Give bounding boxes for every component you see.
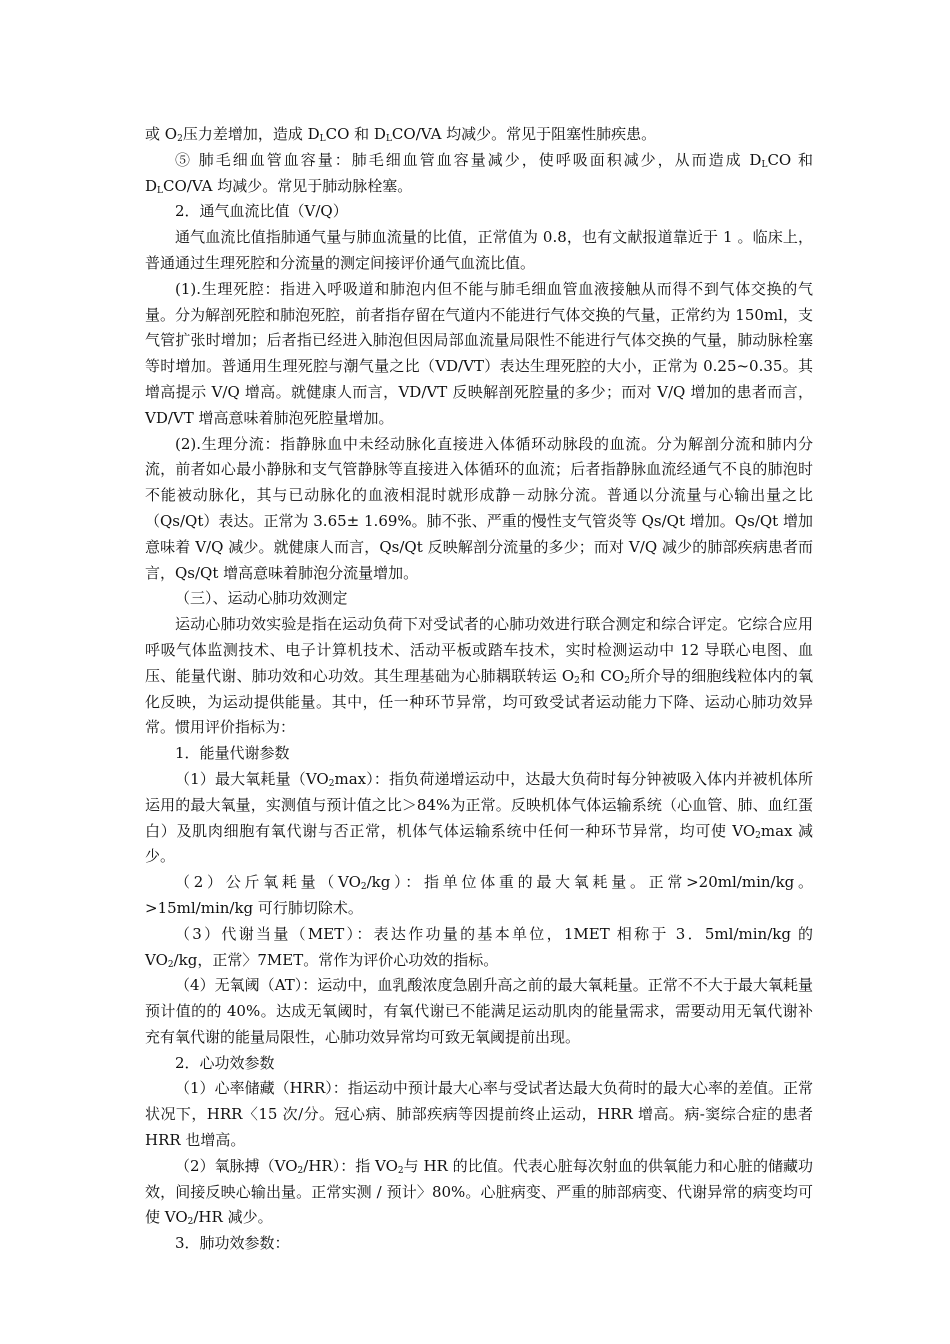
text-run: 与 HR 的比值。代表心脏每次射血的供氧能力和心脏的储藏功效，间接反映心输出量。正常实测 / 预计〉80%。心脏病变、严重的肺部病变、代谢异常的病变均可使 VO [145, 1156, 813, 1227]
text-run: （2）氧脉搏（VO [175, 1156, 298, 1175]
text-run: 所介导的细胞线粒体内的氧化反映，为运动提供能量。其中，任一种环节异常，均可致受试者运动能力下降、运动心肺功效异常。惯用评价指标为： [145, 666, 813, 737]
paragraph-0 [145, 122, 813, 148]
subheading-cardiac [145, 1051, 813, 1077]
paragraph-o2-pulse [145, 1154, 813, 1231]
text-run: ⑤ 肺毛细血管血容量：肺毛细血管血容量减少，使呼吸面积减少，从而造成 D [175, 150, 762, 169]
subscript: 2 [297, 1165, 304, 1176]
paragraph-dead-space [145, 277, 813, 432]
subscript: L [761, 159, 768, 170]
subheading-energy-metabolism [145, 741, 813, 767]
text-run: （2）公斤氧耗量（VO [175, 873, 361, 892]
text-run: CO/VA 均减少。常见于肺动脉栓塞。 [163, 176, 413, 195]
subscript: L [319, 134, 326, 144]
text-run: /kg，正常〉7MET。常作为评价心功效的指标。 [173, 950, 499, 969]
text-run: （三）、运动心肺功效测定 [175, 589, 348, 608]
text-run: max）：指负荷递增运动中，达最大负荷时每分钟被吸入体内并被机体所运用的最大氧量，实测值与预计值之比＞84%为正常。反映机体气体运输系统（心血管、肺、血红蛋白）及肌肉细胞有氧代谢与否正常，机体气体运输系统中任何一种环节异常，均可使 VO [145, 769, 813, 840]
subscript: 2 [397, 1165, 404, 1176]
paragraph-shunt [145, 432, 813, 587]
text-run: (1).生理死腔：指进入呼吸道和肺泡内但不能与肺毛细血管血液接触从而得不到气体交换的气量。分为解剖死腔和肺泡死腔，前者指存留在气道内不能进行气体交换的气量，正常约为 150ml，支气管扩张时增加；后者指已经进入肺泡但因局部血流量局限性不能进行气体交换的气量，肺动脉栓塞等时增加。普通用生理死腔与潮气量之比（VD/VT）表达生理死腔的大小，正常为 0.25~0.35。其增高提示 V/Q 增高。就健康人而言，VD/VT 反映解剖死腔量的多少；而对 V/Q 增加的患者而言，VD/VT 增高意味着肺泡死腔量增加。 [145, 279, 813, 427]
text-run: CO/VA 均减少。常见于阻塞性肺疾患。 [391, 125, 657, 143]
text-run: /kg）：指单位体重的最大氧耗量。正常>20ml/min/kg。>15ml/min/kg 可行肺切除术。 [145, 873, 813, 917]
subscript: 2 [167, 959, 174, 970]
subheading-pulmonary [145, 1231, 813, 1257]
text-run: 2．通气血流比值（V/Q） [175, 202, 348, 221]
subscript: 2 [187, 1217, 194, 1228]
text-run: (2).生理分流：指静脉血中未经动脉化直接进入体循环动脉段的血流。分为解剖分流和肺内分流，前者如心最小静脉和支气管静脉等直接进入体循环的血流；后者指静脉血流经通气不良的肺泡时不能被动脉化，其与已动脉化的血液相混时就形成静－动脉分流。普通以分流量与心输出量之比（Qs/Qt）表达。正常为 3.65± 1.69%。肺不张、严重的慢性支气管炎等 Qs/Qt 增加。Qs/Qt 增加意味着 V/Q 减少。就健康人而言，Qs/Qt 反映解剖分流量的多少；而对 V/Q 减少的肺部疾病患者而言，Qs/Qt 增高意味着肺泡分流量增加。 [145, 434, 813, 582]
text-run: CO 和 D [145, 150, 813, 195]
text-run: （3）代谢当量（MET）：表达作功量的基本单位，1MET 相称于 3．5ml/min/kg 的 VO [145, 924, 813, 969]
subscript: 2 [624, 675, 630, 686]
subscript: 2 [360, 882, 367, 893]
text-run: 压力差增加，造成 D [182, 125, 320, 143]
text-run: 运动心肺功效实验是指在运动负荷下对受试者的心肺功效进行联合测定和综合评定。它综合应用呼吸气体监测技术、电子计算机技术、活动平板或踏车技术，实时检测运动中 12 导联心电图、血压、能量代谢、肺功效和心功效。其生理基础为心肺耦联转运 O [145, 615, 813, 685]
text-run: 1．能量代谢参数 [175, 744, 290, 763]
subscript: 2 [177, 134, 183, 144]
text-run: /HR）：指 VO [303, 1156, 398, 1175]
subscript: 2 [755, 830, 761, 841]
paragraph-vo2-kg [145, 870, 813, 922]
text-run: 或 O [145, 125, 178, 143]
text-run: /HR 减少。 [193, 1208, 273, 1227]
paragraph-met [145, 922, 813, 974]
section-heading-vq [145, 199, 813, 225]
paragraph-vo2max [145, 767, 813, 870]
text-run: 3．肺功效参数： [175, 1234, 290, 1253]
paragraph-at [145, 973, 813, 1050]
subscript: L [157, 185, 164, 196]
subscript: L [385, 134, 392, 144]
text-run: （1）最大氧耗量（VO [175, 769, 329, 788]
paragraph-vq-definition [145, 225, 813, 277]
text-run: 2．心功效参数 [175, 1053, 275, 1072]
text-run: 通气血流比值指肺通气量与肺血流量的比值，正常值为 0.8，也有文献报道靠近于 1 。临床上，普通通过生理死腔和分流量的测定间接评价通气血流比值。 [145, 228, 813, 272]
paragraph-1 [145, 148, 813, 200]
text-run: CO 和 D [325, 125, 386, 143]
paragraph-exercise-intro [145, 612, 813, 741]
text-run: 和 CO [579, 666, 625, 685]
text-run: max 减少。 [145, 821, 813, 866]
text-run: （1）心率储藏（HRR）：指运动中预计最大心率与受试者达最大负荷时的最大心率的差值。正常状况下，HRR〈15 次/分。冠心病、肺部疾病等因提前终止运动，HRR 增高。病-窦综合症的患者 HRR 也增高。 [145, 1079, 813, 1150]
paragraph-hrr [145, 1076, 813, 1153]
text-run: （4）无氧阈（AT）：运动中，血乳酸浓度急剧升高之前的最大氧耗量。正常不不大于最大氧耗量预计值的的 40%。达成无氧阈时，有氧代谢已不能满足运动肌肉的能量需求，需要动用无氧代谢补充有氧代谢的能量局限性，心肺功效异常均可致无氧阈提前出现。 [145, 976, 813, 1046]
subscript: 2 [328, 778, 335, 789]
subscript: 2 [574, 675, 580, 686]
document-page [145, 122, 813, 1257]
section-heading-exercise [145, 586, 813, 612]
